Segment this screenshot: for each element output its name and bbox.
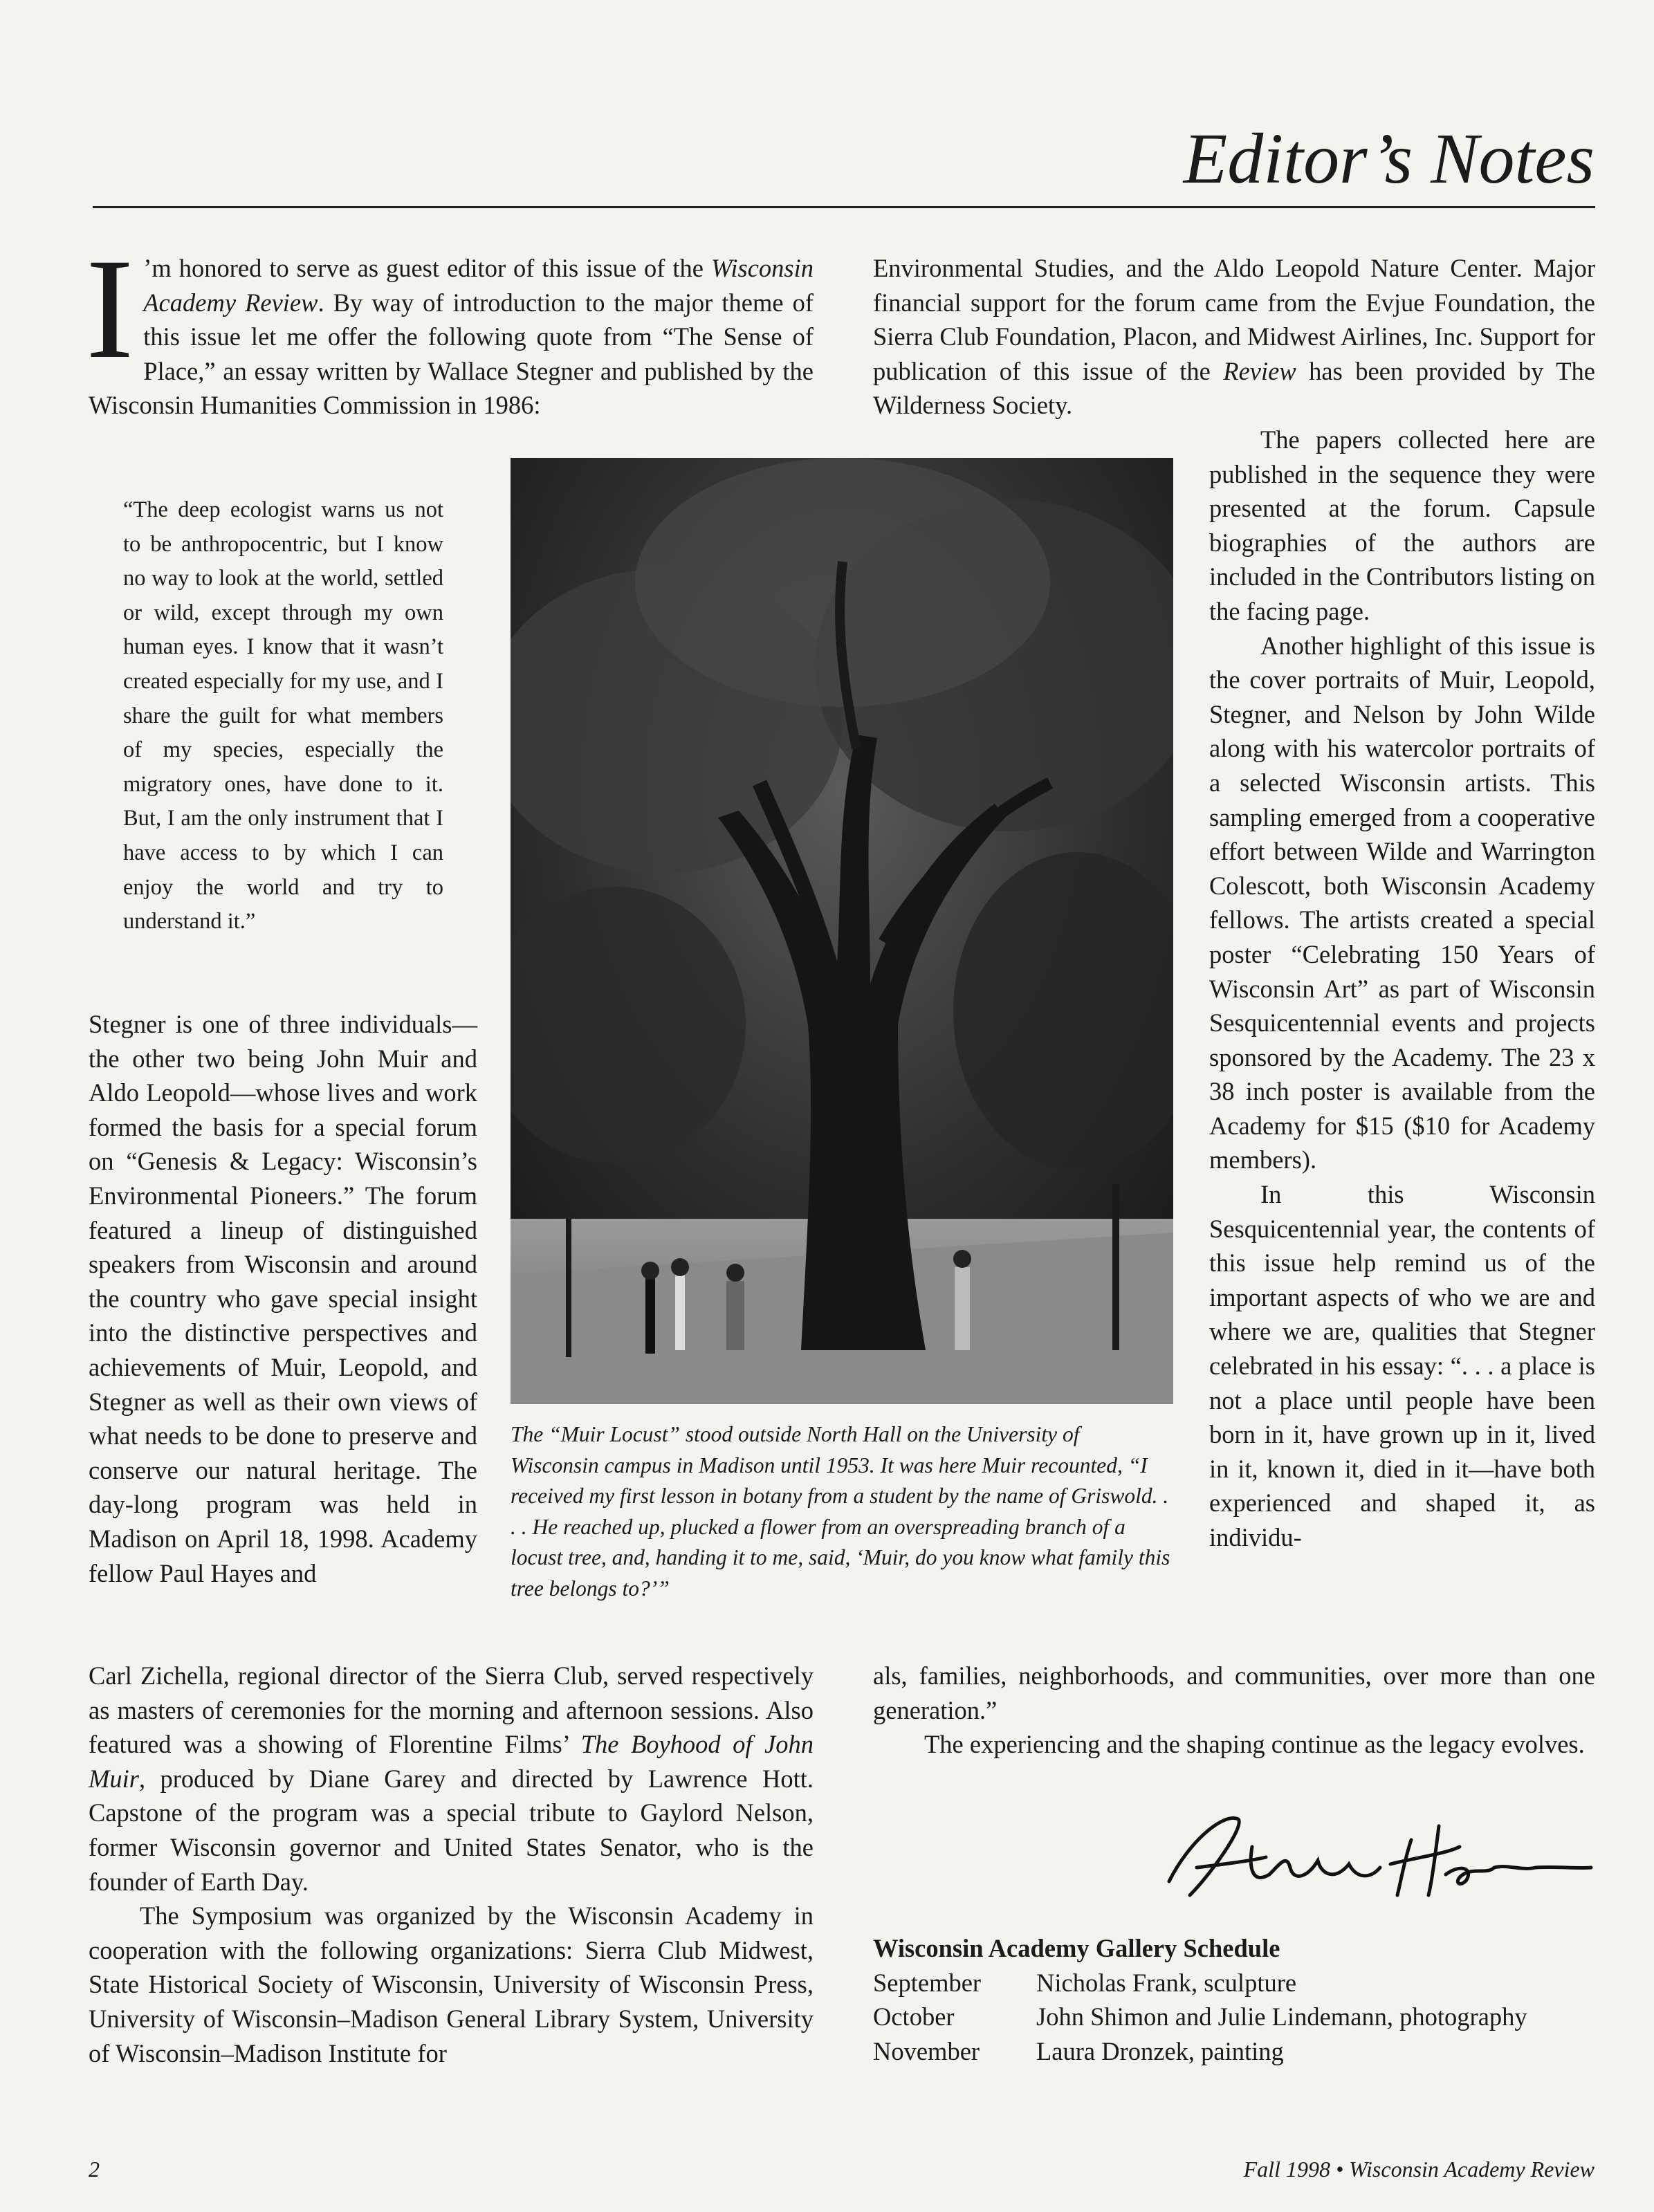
photo-caption: The “Muir Locust” stood outside North Hall on the University of Wisconsin campus in Madison until 1953. It was here Muir recounted, “I received my first lesson in botany from a student by the name of Griswold. . . . He reached up, plucked a flower from an overspreading branch of a locust tree, and, handing it to me, said, ‘Muir, do you know what family this tree belongs to?’”: [511, 1422, 1170, 1601]
stegner-quote: “The deep ecologist warns us not to be anthropocentric, but I know no way to look at the world, settled or wild, except through my own human eyes. I know that it wasn’t created especially for my use, and I share the guilt for what members of my species, especially the migratory ones, have done to it. But, I am the only instrument that I have access to by which I can enjoy the world and try to understand it.”: [123, 497, 443, 934]
body-column-1-bottom: [89, 1659, 814, 2070]
symposium-paragraph-cont-a: Environmental Studies, and the Aldo Leopold Nature Center. Major financial support for the forum came from the Evjue Foundation, the Sierra Club Foundation, Placon, and Midwest Airlines, Inc. Support for publication of this issue of the: [873, 254, 1595, 385]
drop-cap: I: [86, 229, 134, 388]
forum-paragraph-cont-b: , produced by Diane Garey and directed by Lawrence Hott. Capstone of the program was a special tribute to Gaylord Nelson, former Wisconsin governor and United States Senator, who is the founder of Earth Day.: [89, 1764, 814, 1896]
forum-paragraph-cont-a: Carl Zichella, regional director of the Sierra Club, served respectively as masters of ceremonies for the morning and afternoon sessions. Also featured was a showing of Florentine Films’: [89, 1661, 814, 1759]
body-column-2-top: [873, 251, 1595, 423]
tree-photo-illustration: [511, 458, 1173, 1404]
gallery-month: November: [873, 2036, 980, 2065]
intro-text-2: . By way of introduction to the major theme of this issue let me offer the following quote from “The Sense of Place,” an essay written by Wallace Stegner and published by the Wisconsin Humanities Commission in 1986:: [89, 288, 814, 420]
papers-paragraph: The papers collected here are published in the sequence they were presented at the forum. Capsule biographies of the authors are included in the Contributors listing on the facing page.: [1209, 425, 1595, 625]
gallery-row: [873, 1966, 1595, 2000]
header-rule: [93, 206, 1595, 208]
sesquicentennial-paragraph: In this Wisconsin Sesquicentennial year, the contents of this issue help remind us of the important aspects of who we are and where we are, qualities that Stegner celebrated in his essay: “. . . a place is not a place until people have been born in it, have grown up in it, lived in it, known it, died in it—have both experienced and shaped it, as individu-: [1209, 1180, 1595, 1551]
gallery-schedule-title: Wisconsin Academy Gallery Schedule: [873, 1934, 1280, 1962]
forum-paragraph: Stegner is one of three individuals—the other two being John Muir and Aldo Leopold—whose lives and work formed the basis for a special forum on “Genesis & Legacy: Wisconsin’s Environmental Pioneers.” The forum featured a lineup of distinguished speakers from Wisconsin and around the country who gave special insight into the distinctive perspectives and achievements of Muir, Leopold, and Stegner as well as their own views of what needs to be done to preserve and conserve our natural heritage. The day-long program was held in Madison on April 18, 1998. Academy fellow Paul Hayes and: [89, 1010, 477, 1587]
body-column-2-mid: [1209, 423, 1595, 1555]
page-number: 2: [89, 2157, 100, 2182]
intro-text-1: ’m honored to serve as guest editor of this issue of the: [143, 254, 711, 282]
gallery-artist: Laura Dronzek, painting: [1036, 2036, 1284, 2065]
gallery-row: [873, 2000, 1595, 2034]
running-footer: Fall 1998 • Wisconsin Academy Review: [1243, 2157, 1595, 2182]
gallery-schedule: [873, 1931, 1595, 2068]
journal-title: Wisconsin Academy Review: [143, 254, 814, 317]
body-column-2-bottom: [873, 1659, 1595, 1762]
film-title: The Boyhood of John Muir: [89, 1730, 814, 1793]
gallery-artist: Nicholas Frank, sculpture: [1036, 1968, 1297, 1997]
muir-locust-photo: [511, 458, 1173, 1404]
editor-signature: [1148, 1798, 1598, 1909]
symposium-paragraph: The Symposium was organized by the Wisconsin Academy in cooperation with the following organizations: Sierra Club Midwest, State Historical Society of Wisconsin, University of Wisconsin Press, University of Wisconsin–Madison General Library System, University of Wisconsin–Madison Institute for: [89, 1901, 814, 2067]
gallery-artist: John Shimon and Julie Lindemann, photography: [1036, 2002, 1527, 2031]
body-paragraph-1: [89, 1007, 477, 1590]
gallery-row: [873, 2034, 1595, 2069]
gallery-month: October: [873, 2002, 955, 2031]
closing-paragraph: The experiencing and the shaping continue as the legacy evolves.: [924, 1730, 1585, 1759]
highlight-paragraph: Another highlight of this issue is the cover portraits of Muir, Leopold, Stegner, and Nelson by John Wilde along with his watercolor portraits of a selected Wisconsin artists. This sampling emerged from a cooperative effort between Wilde and Warrington Colescott, both Wisconsin Academy fellows. The artists created a special poster “Celebrating 150 Years of Wisconsin Art” as part of Wisconsin Sesquicentennial events and projects sponsored by the Academy. The 23 x 38 inch poster is available from the Academy for $15 ($10 for Academy members).: [1209, 631, 1595, 1174]
page-title: Editor’s Notes: [1183, 119, 1595, 199]
review-title: Review: [1223, 356, 1296, 385]
symposium-paragraph-cont-b: has been provided by The Wilderness Society.: [873, 356, 1595, 420]
intro-paragraph: [86, 229, 814, 423]
sesquicentennial-paragraph-cont: als, families, neighborhoods, and communities, over more than one generation.”: [873, 1661, 1595, 1724]
gallery-month: September: [873, 1968, 982, 1997]
signature-drawing: [1148, 1798, 1598, 1909]
